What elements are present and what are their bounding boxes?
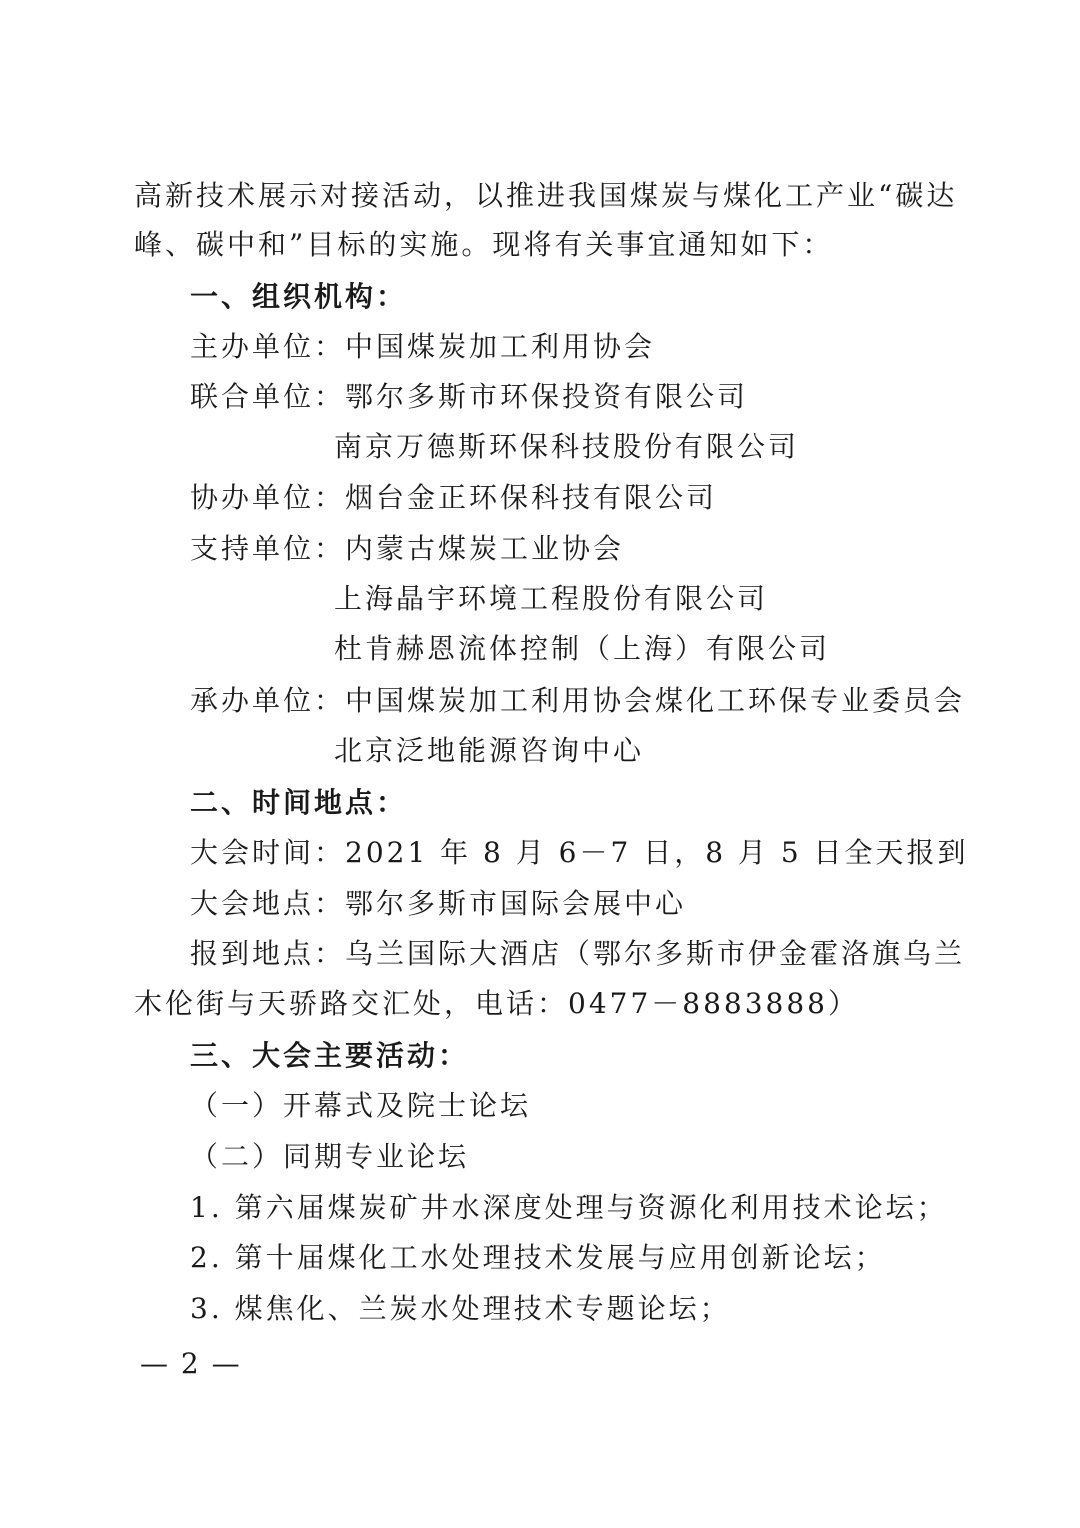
section-heading-activities: 三、大会主要活动：	[190, 1039, 470, 1072]
co-host-unit: 协办单位：烟台金正环保科技有限公司	[190, 481, 718, 514]
conference-venue: 大会地点：鄂尔多斯市国际会展中心	[190, 887, 687, 920]
intro-line-1: 高新技术展示对接活动，以推进我国煤炭与煤化工产业“碳达	[134, 179, 958, 212]
section-heading-time-place: 二、时间地点：	[190, 786, 408, 819]
forum-item-1: 1. 第六届煤炭矿井水深度处理与资源化利用技术论坛；	[190, 1191, 948, 1224]
conference-time: 大会时间：2021 年 8 月 6－7 日，8 月 5 日全天报到	[190, 836, 969, 869]
forum-item-3: 3. 煤焦化、兰炭水处理技术专题论坛；	[190, 1292, 731, 1325]
activity-item-2: （二）同期专业论坛	[190, 1140, 470, 1173]
activity-item-1: （一）开幕式及院士论坛	[190, 1089, 532, 1122]
organizer-unit-1: 承办单位：中国煤炭加工利用协会煤化工环保专业委员会	[190, 684, 966, 717]
intro-line-2: 峰、碳中和”目标的实施。现将有关事宜通知如下：	[134, 228, 834, 261]
organizer-unit-2: 北京泛地能源咨询中心	[334, 734, 645, 767]
page-number: — 2 —	[140, 1347, 242, 1380]
registration-place-1: 报到地点：乌兰国际大酒店（鄂尔多斯市伊金霍洛旗乌兰	[190, 937, 966, 970]
joint-unit-2: 南京万德斯环保科技股份有限公司	[334, 430, 800, 463]
support-unit-3: 杜肯赫恩流体控制（上海）有限公司	[334, 632, 831, 665]
registration-place-2: 木伦街与天骄路交汇处，电话：0477－8883888）	[134, 987, 859, 1020]
forum-item-2: 2. 第十届煤化工水处理技术发展与应用创新论坛；	[190, 1241, 886, 1274]
joint-unit-1: 联合单位：鄂尔多斯市环保投资有限公司	[190, 380, 749, 413]
section-heading-organization: 一、组织机构：	[190, 280, 408, 313]
support-unit-1: 支持单位：内蒙古煤炭工业协会	[190, 532, 625, 565]
host-unit: 主办单位：中国煤炭加工利用协会	[190, 330, 656, 363]
support-unit-2: 上海晶宇环境工程股份有限公司	[334, 582, 769, 615]
